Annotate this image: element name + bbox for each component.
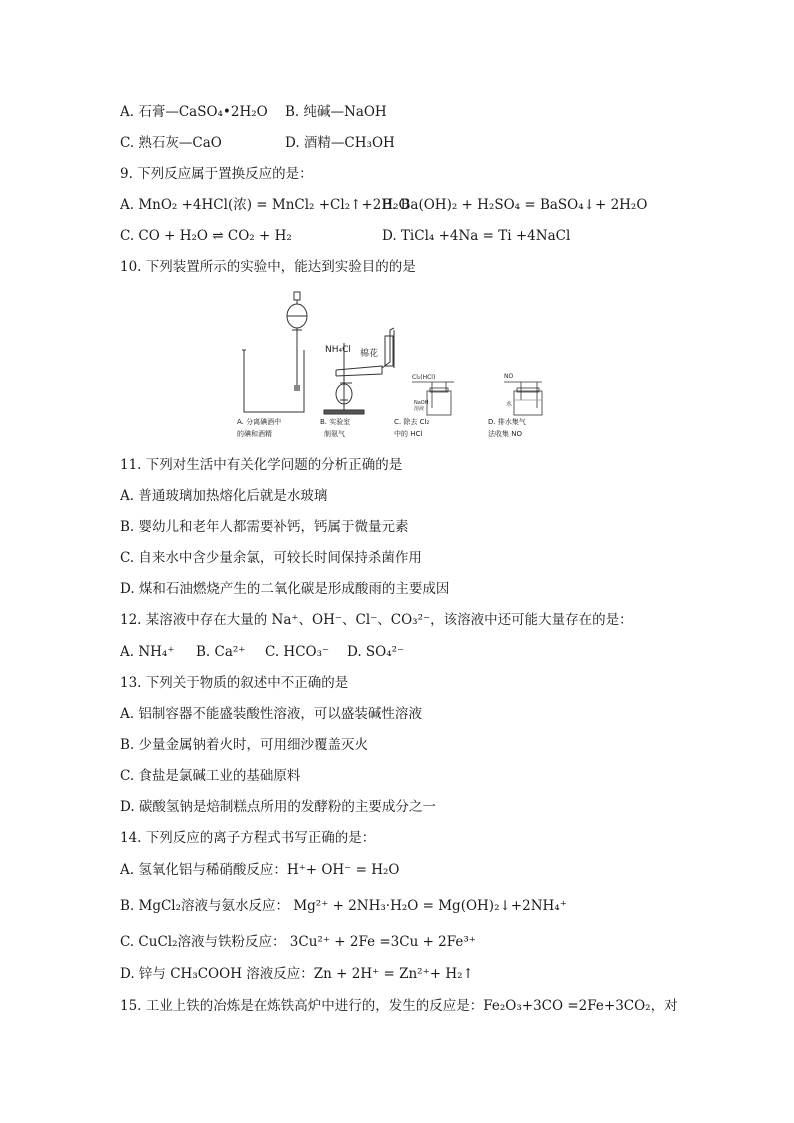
q10-stem: 10. 下列装置所示的实验中，能达到实验目的的是 bbox=[120, 259, 416, 275]
caption-b-line1: B. 实验室 bbox=[320, 418, 351, 426]
q8-option-b: B. 纯碱—NaOH bbox=[285, 104, 387, 120]
q8-option-d: D. 酒精—CH₃OH bbox=[285, 135, 395, 151]
q11-option-d: D. 煤和石油燃烧产生的二氧化碳是形成酸雨的主要成因 bbox=[120, 581, 450, 597]
q9-option-d: D. TiCl₄ +4Na = Ti +4NaCl bbox=[382, 228, 571, 244]
q8-row2 bbox=[120, 134, 395, 152]
caption-c-line2: 中的 HCl bbox=[394, 430, 423, 438]
q10-apparatus-figure bbox=[232, 288, 562, 448]
label-cl2-hcl: Cl₂(HCl) bbox=[412, 374, 436, 381]
apparatus-d-water-collection bbox=[504, 382, 542, 415]
q13-option-b: B. 少量金属钠着火时，可用细沙覆盖灭火 bbox=[120, 737, 369, 753]
q14-option-c: C. CuCl₂溶液与铁粉反应： 3Cu²⁺ + 2Fe =3Cu + 2Fe³⁺ bbox=[120, 934, 476, 950]
q12-option-b: B. Ca²⁺ bbox=[196, 644, 246, 660]
q9-option-a: A. MnO₂ +4HCl(浓) = MnCl₂ +Cl₂↑+2H₂O bbox=[120, 197, 410, 213]
q12-options bbox=[120, 643, 404, 661]
q12-option-d: D. SO₄²⁻ bbox=[347, 644, 405, 660]
q9-row1 bbox=[120, 196, 647, 214]
q12-option-c: C. HCO₃⁻ bbox=[265, 644, 330, 660]
q9-stem: 9. 下列反应属于置换反应的是： bbox=[120, 166, 313, 182]
q9-row2 bbox=[120, 227, 570, 245]
q14-option-d: D. 锌与 CH₃COOH 溶液反应：Zn + 2H⁺ = Zn²⁺+ H₂↑ bbox=[120, 966, 474, 982]
q14-stem: 14. 下列反应的离子方程式书写正确的是： bbox=[120, 830, 376, 846]
q11-option-b: B. 婴幼儿和老年人都需要补钙，钙属于微量元素 bbox=[120, 519, 409, 535]
caption-d-line1: D. 排水集气 bbox=[488, 418, 526, 426]
q8-option-a: A. 石膏—CaSO₄•2H₂O bbox=[120, 104, 268, 120]
label-water: 水 bbox=[506, 401, 513, 408]
q8-row1 bbox=[120, 103, 387, 121]
label-no: NO bbox=[504, 373, 514, 380]
caption-a-line2: 的碘和酒精 bbox=[237, 430, 272, 438]
q15-stem: 15. 工业上铁的冶炼是在炼铁高炉中进行的，发生的反应是：Fe₂O₃+3CO =2Fe+3CO₂，对 bbox=[120, 998, 678, 1014]
apparatus-a-separatory-funnel bbox=[242, 292, 307, 412]
q13-stem: 13. 下列关于物质的叙述中不正确的是 bbox=[120, 675, 349, 691]
caption-d-line2: 法收集 NO bbox=[488, 430, 522, 438]
caption-c-line1: C. 除去 Cl₂ bbox=[394, 418, 430, 426]
q11-option-c: C. 自来水中含少量余氯，可较长时间保持杀菌作用 bbox=[120, 550, 422, 566]
caption-b-line2: 制氨气 bbox=[324, 430, 345, 438]
q12-stem: 12. 某溶液中存在大量的 Na⁺、OH⁻、Cl⁻、CO₃²⁻，该溶液中还可能大量存在的是： bbox=[120, 612, 633, 628]
q13-option-d: D. 碳酸氢钠是焙制糕点所用的发酵粉的主要成分之一 bbox=[120, 799, 436, 815]
q11-stem: 11. 下列对生活中有关化学问题的分析正确的是 bbox=[120, 457, 403, 473]
q9-option-c: C. CO + H₂O ⇌ CO₂ + H₂ bbox=[120, 228, 292, 244]
q14-option-b: B. MgCl₂溶液与氨水反应： Mg²⁺ + 2NH₃·H₂O = Mg(OH)₂↓+2NH₄⁺ bbox=[120, 898, 567, 914]
q14-option-a: A. 氢氧化铝与稀硝酸反应：H⁺+ OH⁻ = H₂O bbox=[120, 862, 400, 878]
q8-option-c: C. 熟石灰—CaO bbox=[120, 135, 222, 151]
label-nh4cl: NH₄Cl bbox=[325, 345, 351, 355]
q13-option-c: C. 食盐是氯碱工业的基础原料 bbox=[120, 768, 301, 784]
q11-option-a: A. 普通玻璃加热熔化后就是水玻璃 bbox=[120, 488, 328, 504]
q9-option-b: B. Ba(OH)₂ + H₂SO₄ = BaSO₄↓+ 2H₂O bbox=[382, 197, 648, 213]
label-naoh: NaOH bbox=[414, 400, 429, 406]
label-cotton: 棉花 bbox=[360, 349, 379, 359]
q12-option-a: A. NH₄⁺ bbox=[120, 644, 175, 660]
caption-a-line1: A. 分离碘酒中 bbox=[237, 418, 282, 426]
apparatus-b-ammonia-setup bbox=[324, 328, 394, 414]
q13-option-a: A. 铝制容器不能盛装酸性溶液，可以盛装碱性溶液 bbox=[120, 706, 422, 722]
label-solution: 溶液 bbox=[414, 406, 425, 412]
